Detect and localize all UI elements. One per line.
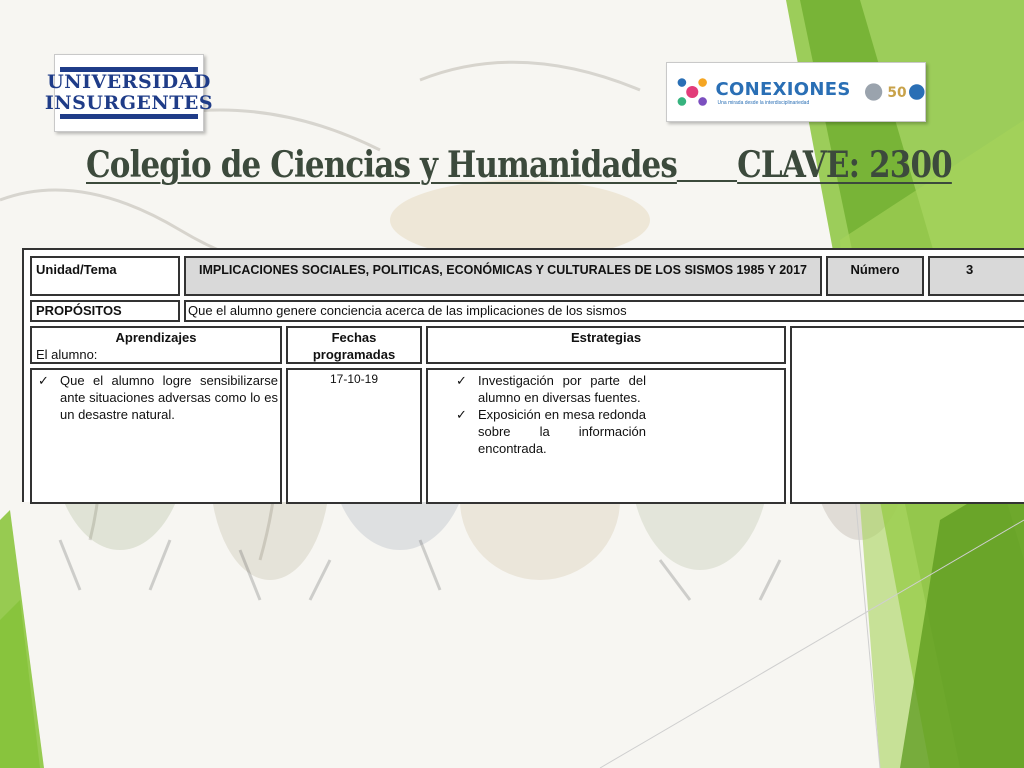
title-colegio: Colegio de Ciencias y Humanidades [86,144,677,186]
propositos-value: Que el alumno genere conciencia acerca de las implicaciones de los sismos [188,303,627,318]
aprendizaje-item-text: Que el alumno logre sensibilizarse ante situaciones adversas como lo es un desastre natural. [60,373,278,422]
numero-label: Número [850,262,900,277]
unidad-label: Unidad/Tema [36,262,117,277]
fecha-value: 17-10-19 [329,372,379,386]
conexiones-network-icon [675,71,710,113]
estrategias-header-cell [426,326,786,364]
unidad-value-cell [184,256,822,296]
estrategia-item [456,372,646,406]
estrategia-item [456,406,646,457]
checkmark-icon: ✓ [456,373,467,388]
fechas-header: Fechas programadas [312,330,396,362]
svg-text:50: 50 [887,85,907,102]
aprendizaje-content-cell [30,368,282,504]
numero-value-cell [928,256,1024,296]
aprendizajes-header: Aprendizajes [115,330,197,345]
fechas-header-cell [286,326,422,364]
logo-text-line1: UNIVERSIDAD [47,71,211,93]
page-title [86,144,952,194]
aprendizajes-header-cell [30,326,282,364]
title-underline-gap [677,144,737,182]
conexiones-tagline: Una mirada desde la interdisciplinariedad [717,99,810,106]
universidad-insurgentes-logo [44,54,214,132]
institution-seals-icon [865,75,925,109]
propositos-label-cell [30,300,180,322]
planning-table [22,248,1024,502]
aprendizajes-subheader: El alumno: [36,347,98,362]
numero-value: 3 [966,262,974,277]
title-clave: CLAVE: 2300 [737,144,952,186]
numero-label-cell [826,256,924,296]
checkmark-icon: ✓ [38,373,49,388]
estrategias-content-cell [426,368,786,504]
conexiones-word: CONEXIONES [715,78,851,100]
unidad-label-cell [30,256,180,296]
logo-text-line2: INSURGENTES [44,92,214,114]
empty-column-cell [790,326,1024,504]
aprendizaje-item [38,372,278,423]
estrategias-header: Estrategias [570,330,642,345]
logo-bar-bottom [60,114,198,119]
fecha-content-cell [286,368,422,504]
conexiones-logo [666,62,926,122]
unidad-value: IMPLICACIONES SOCIALES, POLITICAS, ECONÓMICAS Y CULTURALES DE LOS SISMOS 1985 Y 2017 [199,263,807,277]
estrategia-item-text: Exposición en mesa redonda sobre la información encontrada. [478,407,646,456]
estrategia-item-text: Investigación por parte del alumno en diversas fuentes. [478,373,646,405]
propositos-value-cell [184,300,1024,322]
propositos-label: PROPÓSITOS [36,303,122,318]
checkmark-icon: ✓ [456,407,467,422]
